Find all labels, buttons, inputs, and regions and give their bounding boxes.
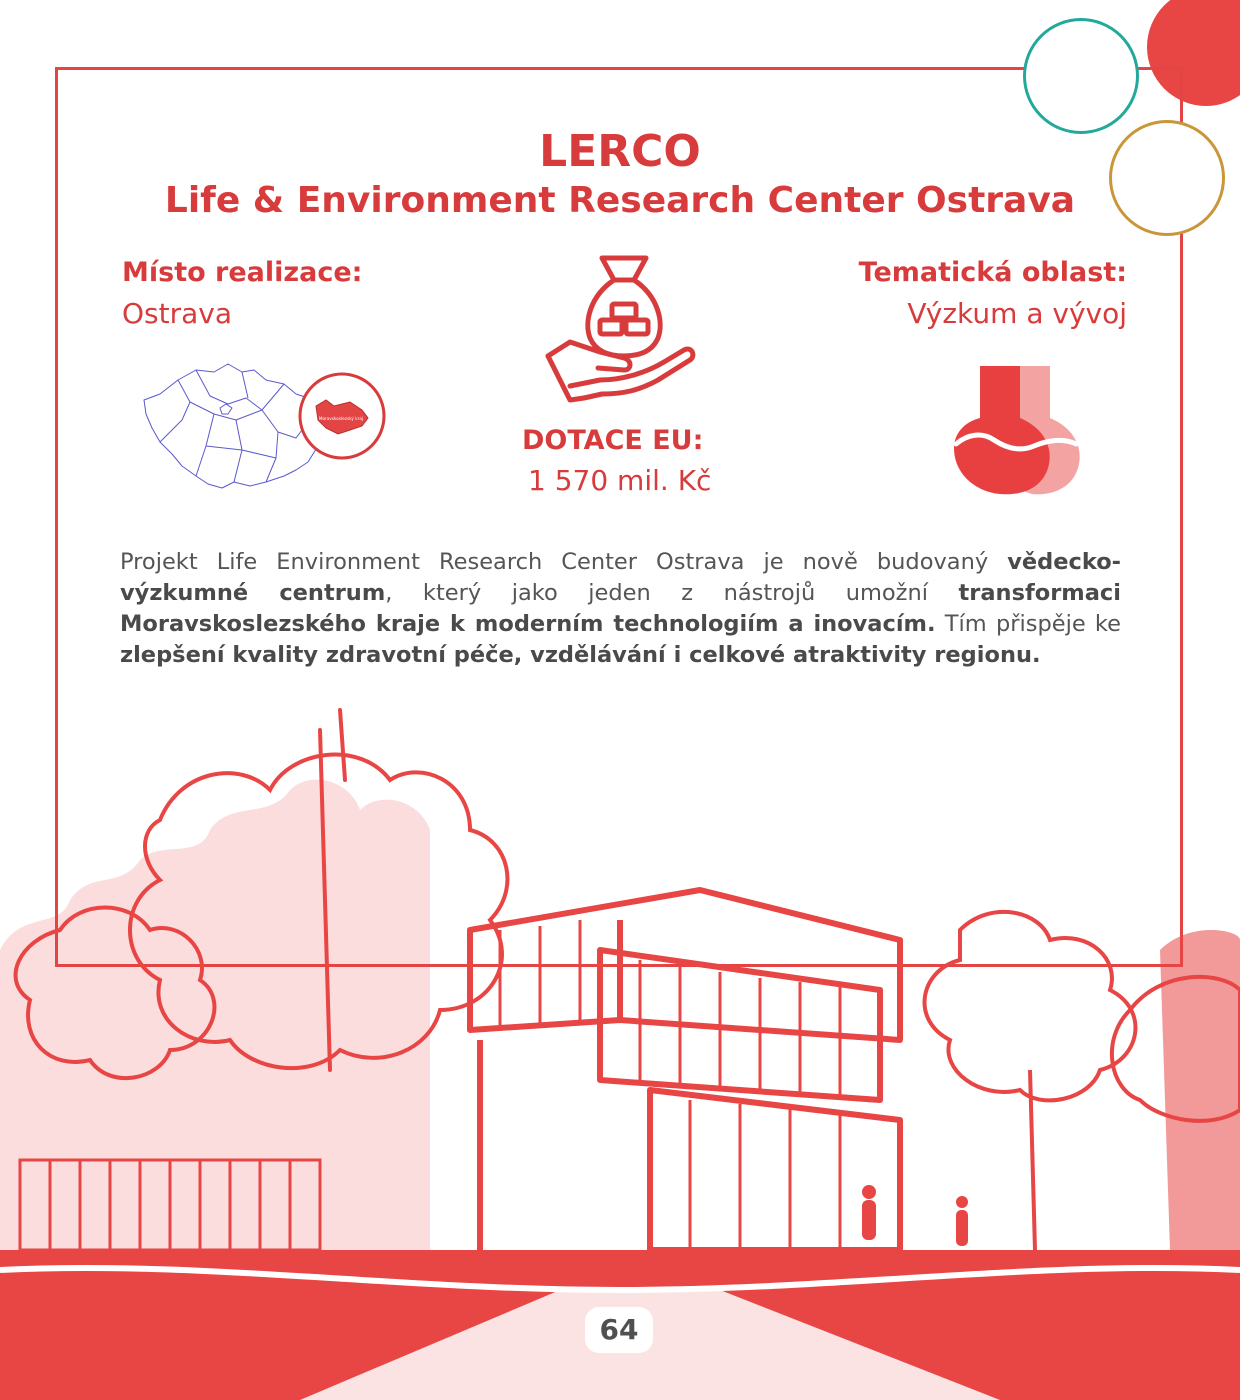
place-value: Ostrava — [122, 297, 233, 330]
description-text-1: Projekt Life Environment Research Center Ostrava je nově budovaný — [120, 549, 1008, 575]
description-text-3: Tím přispěje ke — [935, 611, 1121, 637]
page-number: 64 — [585, 1307, 653, 1353]
flask-icon — [948, 364, 1088, 498]
page-subtitle: Life & Environment Research Center Ostrava — [164, 180, 1076, 221]
description-bold-3: zlepšení kvality zdravotní péče, vzdělávání i celkové atraktivity regionu. — [120, 642, 1041, 668]
project-description — [120, 547, 1121, 671]
page-title: LERCO — [539, 126, 701, 177]
grant-value: 1 570 mil. Kč — [528, 464, 712, 497]
description-bold-1: vědecko-výzkumné centrum — [120, 549, 1121, 606]
building-illustration — [0, 690, 1240, 1400]
money-bag-hand-icon — [540, 252, 700, 404]
czech-map-icon — [138, 358, 398, 498]
decorative-circle-teal — [1023, 18, 1139, 134]
place-label: Místo realizace: — [122, 257, 363, 288]
map-region-label: Moravskoslezský kraj — [318, 416, 364, 421]
theme-value: Výzkum a vývoj — [907, 297, 1127, 330]
theme-label: Tematická oblast: — [858, 257, 1127, 288]
description-bold-2: transformaci Moravskoslezského kraje k moderním technologiím a inovacím. — [120, 580, 1121, 637]
grant-label: DOTACE EU: — [522, 425, 704, 456]
description-text-2: , který jako jeden z nástrojů umožní — [385, 580, 959, 606]
